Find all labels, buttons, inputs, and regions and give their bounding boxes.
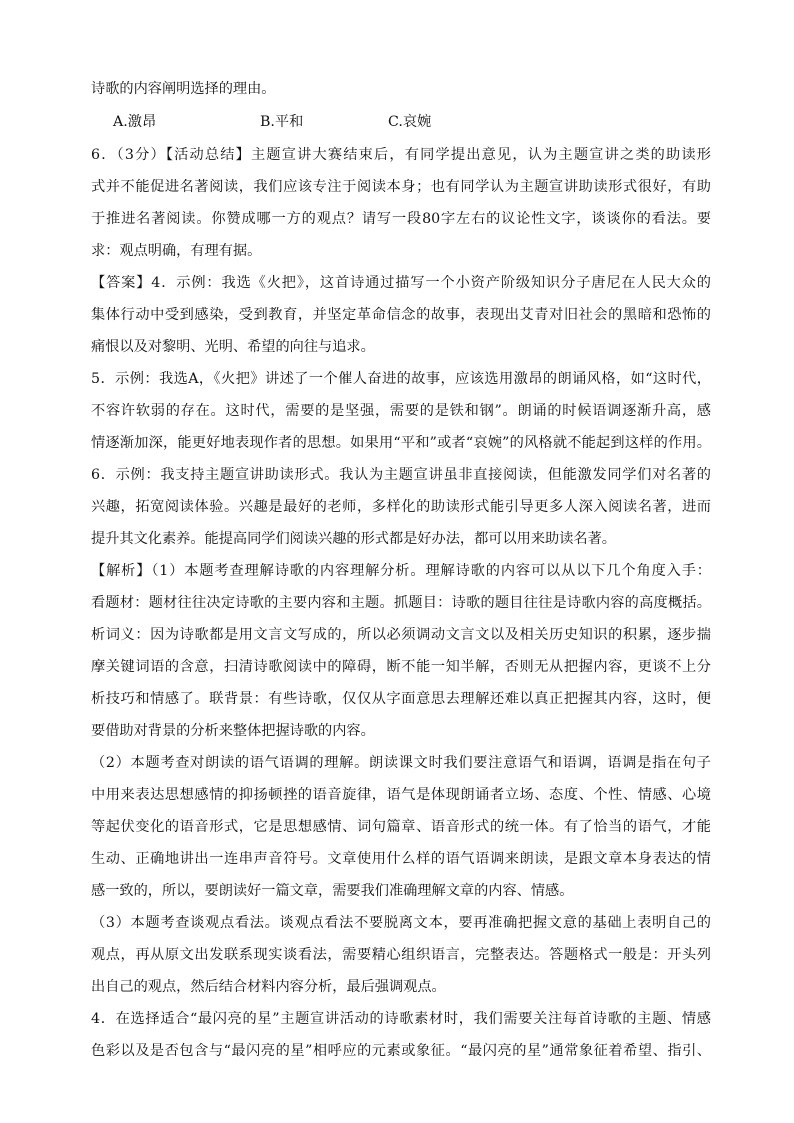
text-line: 感一致的，所以，要朗读好一篇文章，需要我们准确理解文章的内容、情感。 <box>91 883 574 899</box>
text-line: 集体行动中受到感染，受到教育，并坚定革命信念的故事，表现出艾青对旧社会的黑暗和恐怖的 <box>91 307 711 323</box>
text-line: （3）本题考查谈观点看法。谈观点看法不要脱离文本，要再准确把握文意的基础上表明自己的 <box>91 915 711 931</box>
text-line: 出自己的观点，然后结合材料内容分析，最后强调观点。 <box>91 979 446 995</box>
text-line: 兴趣，拓宽阅读体验。兴趣是最好的老师，多样化的助读形式能引导更多人深入阅读名著，进而 <box>91 499 711 515</box>
text-line: （2）本题考查对朗读的语气语调的理解。朗读课文时我们要注意语气和语调，语调是指在句子 <box>91 755 711 771</box>
option-b: B.平和 <box>260 114 304 130</box>
text-line: 不容许软弱的存在。这时代，需要的是坚强，需要的是铁和钢”。朗诵的时候语调逐渐升高，感 <box>91 403 711 419</box>
text-line: 析技巧和情感了。联背景：有些诗歌，仅仅从字面意思去理解还难以真正把握其内容，这时，便 <box>91 691 711 707</box>
text-line: 式并不能促进名著阅读，我们应该专注于阅读本身；也有同学认为主题宣讲助读形式很好，有助 <box>91 179 711 195</box>
text-line: 提升其文化素养。能提高同学们阅读兴趣的形式都是好办法，都可以用来助读名著。 <box>91 531 616 547</box>
option-a: A.激昂 <box>113 114 157 130</box>
text-line: 生动、正确地讲出一连串声音符号。文章使用什么样的语气语调来朗读，是跟文章本身表达的情 <box>91 851 711 867</box>
text-line: 观点，再从原文出发联系现实谈看法，需要精心组织语言，完整表达。答题格式一般是：开头列 <box>91 947 711 963</box>
answer-heading-line: 【答案】4．示例：我选《火把》，这首诗通过描写一个小资产阶级知识分子唐尼在人民大众的 <box>91 275 711 291</box>
text-line: 求：观点明确，有理有据。 <box>91 243 262 259</box>
text-line: 看题材：题材往往决定诗歌的主要内容和主题。抓题目：诗歌的题目往往是诗歌内容的高度概括。 <box>91 595 711 611</box>
text-line: 情逐渐加深，能更好地表现作者的思想。如果用“平和”或者“哀婉”的风格就不能起到这样的作用。 <box>91 435 711 451</box>
text-line: 6．示例：我支持主题宣讲助读形式。我认为主题宣讲虽非直接阅读，但能激发同学们对名著的 <box>91 467 711 483</box>
text-line: 析词义：因为诗歌都是用文言文写成的，所以必须调动文言文以及相关历史知识的积累，逐步揣 <box>91 627 711 643</box>
text-line: 痛恨以及对黎明、光明、希望的向往与追求。 <box>91 339 375 355</box>
text-line: 要借助对背景的分析来整体把握诗歌的内容。 <box>91 723 375 739</box>
text-line: 4．在选择适合“最闪亮的星”主题宣讲活动的诗歌素材时，我们需要关注每首诗歌的主题、情感 <box>91 1011 711 1027</box>
text-line: 诗歌的内容阐明选择的理由。 <box>91 81 276 97</box>
option-c: C.哀婉 <box>388 114 432 130</box>
text-line: 等起伏变化的语音形式，它是思想感情、词句篇章、语音形式的统一体。有了恰当的语气，才能 <box>91 819 711 835</box>
text-line: 中用来表达思想感情的抑扬顿挫的语音旋律，语气是体现朗诵者立场、态度、个性、情感、心境 <box>91 787 711 803</box>
text-line: 5．示例：我选A，《火把》讲述了一个催人奋进的故事，应该选用激昂的朗诵风格，如“这时代， <box>91 371 711 387</box>
text-line: 摩关键词语的含意，扫清诗歌阅读中的障碍，断不能一知半解，否则无从把握内容，更谈不上分 <box>91 659 711 675</box>
text-line: 色彩以及是否包含与“最闪亮的星”相呼应的元素或象征。“最闪亮的星”通常象征着希望、指引、 <box>91 1043 711 1059</box>
analysis-heading-line: 【解析】（1）本题考查理解诗歌的内容理解分析。理解诗歌的内容可以从以下几个角度入手： <box>91 563 711 579</box>
question-6-line: 6．（3分）【活动总结】主题宣讲大赛结束后，有同学提出意见，认为主题宣讲之类的助读形 <box>91 147 711 163</box>
text-line: 于推进名著阅读。你赞成哪一方的观点？请写一段80字左右的议论性文字，谈谈你的看法。要 <box>91 211 711 227</box>
